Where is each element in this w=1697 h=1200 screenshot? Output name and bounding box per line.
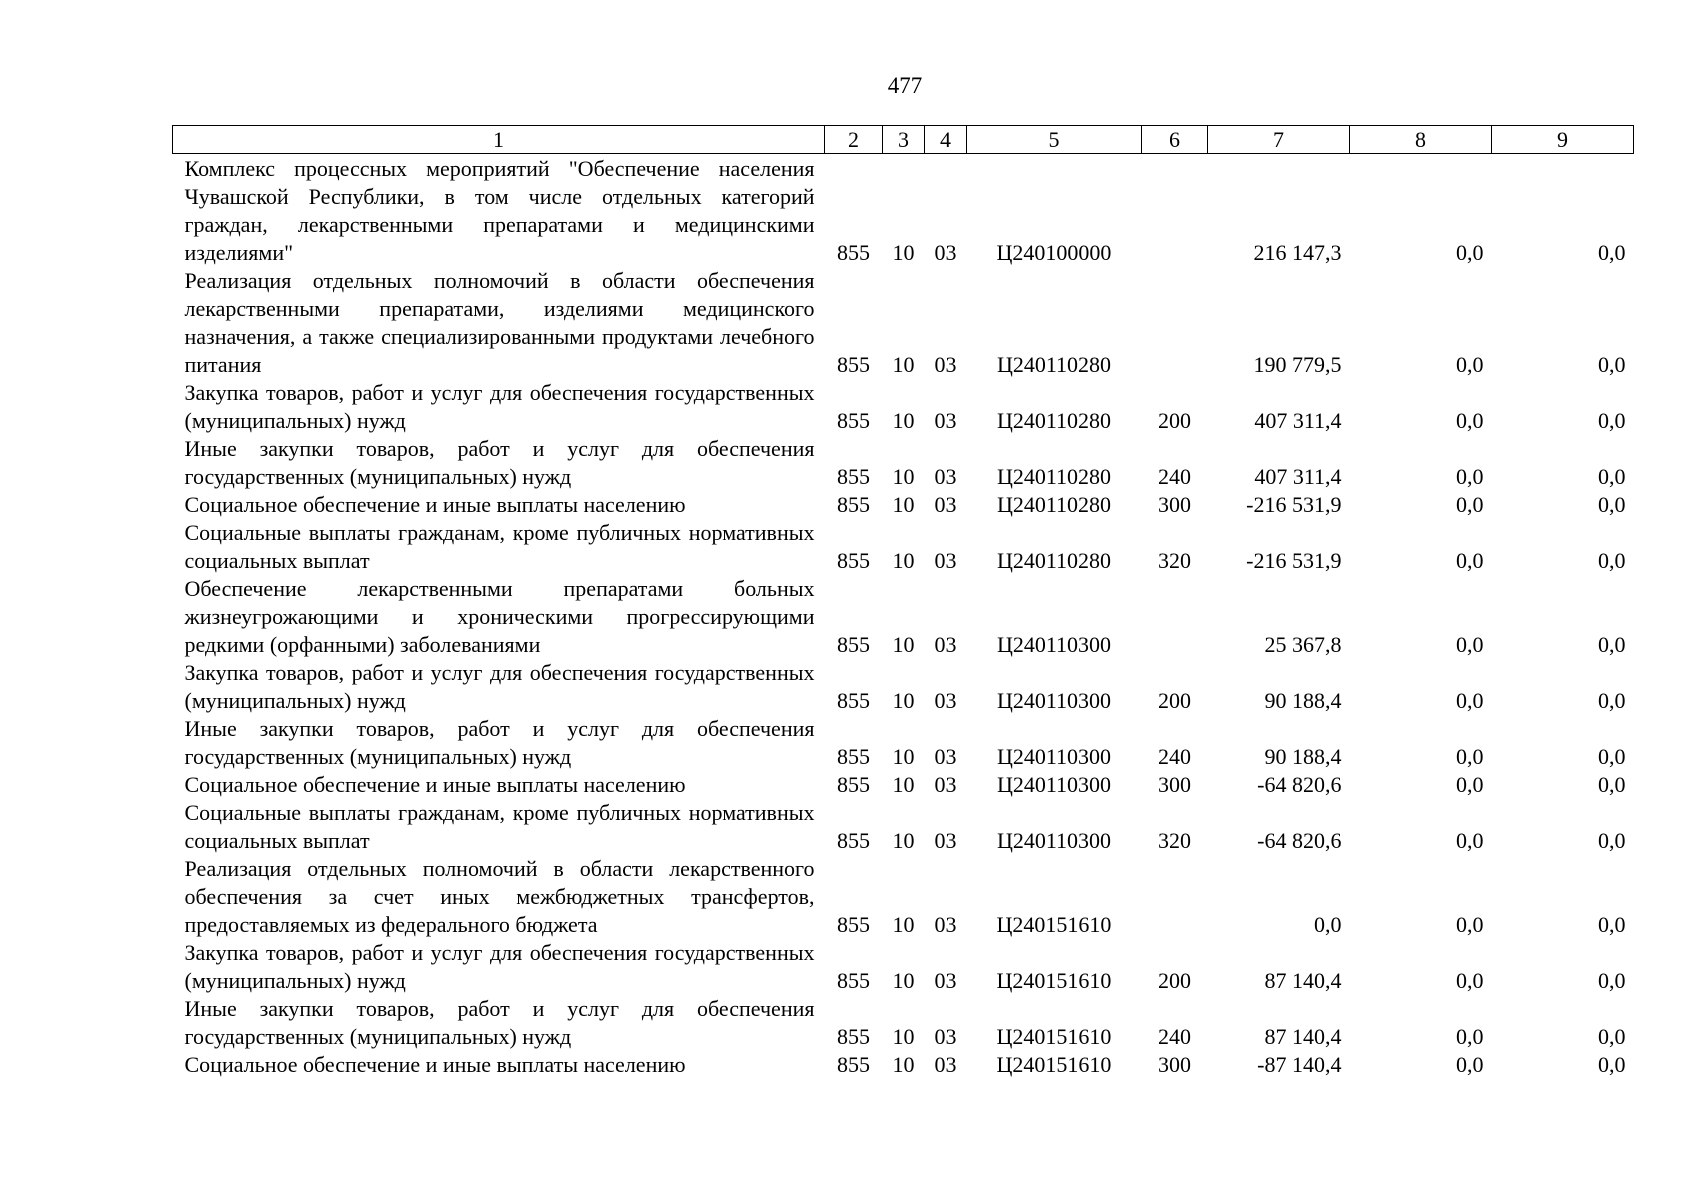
amount-col-8: 0,0 [1456, 968, 1484, 993]
amount-col-7: -64 820,6 [1257, 772, 1342, 797]
amount-col-9: 0,0 [1598, 968, 1626, 993]
amount-col-8: 0,0 [1456, 352, 1484, 377]
section-code: 10 [892, 828, 915, 853]
amount-col-8: 0,0 [1456, 912, 1484, 937]
ministry-code: 855 [837, 352, 870, 377]
item-name: Обеспечение лекарственными препаратами больных жизнеугрожающими и хроническими прогрессирующими редкими (орфанными) заболеваниями [184, 576, 815, 657]
amount-col-8: 0,0 [1456, 744, 1484, 769]
target-article-code: Ц240110280 [996, 492, 1112, 517]
target-article-code: Ц240110300 [996, 688, 1112, 713]
table-row [173, 435, 1634, 491]
section-code: 10 [892, 352, 915, 377]
target-article-code: Ц240110280 [996, 352, 1112, 377]
header-col-4: 4 [925, 126, 967, 154]
ministry-code: 855 [837, 912, 870, 937]
ministry-code: 855 [837, 828, 870, 853]
amount-col-8: 0,0 [1456, 1024, 1484, 1049]
amount-col-8: 0,0 [1456, 632, 1484, 657]
amount-col-9: 0,0 [1598, 1052, 1626, 1077]
ministry-code: 855 [837, 492, 870, 517]
target-article-code: Ц240110300 [996, 632, 1112, 657]
ministry-code: 855 [837, 1024, 870, 1049]
item-name: Закупка товаров, работ и услуг для обеспечения государственных (муниципальных) нужд [184, 660, 815, 713]
expense-type-code: 320 [1158, 548, 1191, 573]
subsection-code: 03 [934, 772, 957, 797]
amount-col-7: 0,0 [1314, 912, 1342, 937]
amount-col-8: 0,0 [1456, 548, 1484, 573]
target-article-code: Ц240110300 [996, 744, 1112, 769]
ministry-code: 855 [837, 1052, 870, 1077]
amount-col-9: 0,0 [1598, 828, 1626, 853]
amount-col-8: 0,0 [1456, 492, 1484, 517]
amount-col-8: 0,0 [1456, 240, 1484, 265]
subsection-code: 03 [934, 464, 957, 489]
subsection-code: 03 [934, 912, 957, 937]
table-row [173, 379, 1634, 435]
item-name: Реализация отдельных полномочий в области обеспечения лекарственными препаратами, изделиями медицинского назначения, а также специализированными продуктами лечебного питания [184, 268, 815, 377]
section-code: 10 [892, 408, 915, 433]
subsection-code: 03 [934, 352, 957, 377]
amount-col-8: 0,0 [1456, 1052, 1484, 1077]
amount-col-7: 25 367,8 [1264, 632, 1342, 657]
table-row [173, 939, 1634, 995]
expense-type-code [1142, 855, 1208, 939]
section-code: 10 [892, 968, 915, 993]
amount-col-9: 0,0 [1598, 408, 1626, 433]
item-name: Реализация отдельных полномочий в области лекарственного обеспечения за счет иных межбюджетных трансфертов, предоставляемых из федерального бюджета [184, 856, 815, 937]
item-name: Иные закупки товаров, работ и услуг для обеспечения государственных (муниципальных) нужд [184, 716, 815, 769]
item-name: Иные закупки товаров, работ и услуг для обеспечения государственных (муниципальных) нужд [184, 996, 815, 1049]
budget-table [172, 125, 1634, 1079]
subsection-code: 03 [934, 632, 957, 657]
table-row [173, 855, 1634, 939]
table-row [173, 715, 1634, 771]
table-row [173, 491, 1634, 519]
expense-type-code [1142, 267, 1208, 379]
table-row [173, 1051, 1634, 1079]
expense-type-code: 200 [1158, 968, 1191, 993]
section-code: 10 [892, 688, 915, 713]
item-name: Комплекс процессных мероприятий "Обеспечение населения Чувашской Республики, в том числе отдельных категорий граждан, лекарственными препаратами и медицинскими изделиями" [184, 156, 815, 265]
section-code: 10 [892, 492, 915, 517]
table-row [173, 267, 1634, 379]
amount-col-8: 0,0 [1456, 408, 1484, 433]
amount-col-7: 87 140,4 [1264, 1024, 1342, 1049]
target-article-code: Ц240151610 [996, 968, 1112, 993]
expense-type-code: 300 [1158, 492, 1191, 517]
header-col-7: 7 [1208, 126, 1350, 154]
amount-col-8: 0,0 [1456, 464, 1484, 489]
target-article-code: Ц240110300 [996, 772, 1112, 797]
item-name: Социальное обеспечение и иные выплаты населению [184, 492, 686, 517]
header-col-2: 2 [825, 126, 883, 154]
section-code: 10 [892, 632, 915, 657]
table-body [173, 154, 1634, 1080]
expense-type-code: 240 [1158, 464, 1191, 489]
amount-col-9: 0,0 [1598, 492, 1626, 517]
subsection-code: 03 [934, 744, 957, 769]
amount-col-7: -64 820,6 [1257, 828, 1342, 853]
section-code: 10 [892, 912, 915, 937]
page-number: 477 [887, 73, 923, 98]
ministry-code: 855 [837, 240, 870, 265]
target-article-code: Ц240100000 [996, 240, 1112, 265]
table-row [173, 154, 1634, 268]
target-article-code: Ц240110300 [996, 828, 1112, 853]
amount-col-9: 0,0 [1598, 1024, 1626, 1049]
table-header [173, 126, 1634, 154]
expense-type-code: 300 [1158, 772, 1191, 797]
ministry-code: 855 [837, 548, 870, 573]
expense-type-code: 240 [1158, 1024, 1191, 1049]
item-name: Социальные выплаты гражданам, кроме публичных нормативных социальных выплат [184, 520, 815, 573]
amount-col-7: -216 531,9 [1246, 492, 1342, 517]
section-code: 10 [892, 240, 915, 265]
expense-type-code: 300 [1158, 1052, 1191, 1077]
amount-col-9: 0,0 [1598, 772, 1626, 797]
target-article-code: Ц240151610 [996, 1024, 1112, 1049]
ministry-code: 855 [837, 464, 870, 489]
amount-col-7: 407 311,4 [1254, 464, 1342, 489]
section-code: 10 [892, 772, 915, 797]
ministry-code: 855 [837, 968, 870, 993]
subsection-code: 03 [934, 1052, 957, 1077]
header-col-5: 5 [967, 126, 1142, 154]
section-code: 10 [892, 1024, 915, 1049]
item-name: Закупка товаров, работ и услуг для обеспечения государственных (муниципальных) нужд [184, 940, 815, 993]
ministry-code: 855 [837, 744, 870, 769]
target-article-code: Ц240110280 [996, 464, 1112, 489]
amount-col-9: 0,0 [1598, 744, 1626, 769]
header-col-9: 9 [1492, 126, 1634, 154]
table-row [173, 995, 1634, 1051]
amount-col-9: 0,0 [1598, 688, 1626, 713]
amount-col-7: -216 531,9 [1246, 548, 1342, 573]
table-row [173, 659, 1634, 715]
item-name: Социальные выплаты гражданам, кроме публичных нормативных социальных выплат [184, 800, 815, 853]
item-name: Иные закупки товаров, работ и услуг для обеспечения государственных (муниципальных) нужд [184, 436, 815, 489]
section-code: 10 [892, 464, 915, 489]
amount-col-7: 216 147,3 [1253, 240, 1342, 265]
table-row [173, 519, 1634, 575]
amount-col-7: 87 140,4 [1264, 968, 1342, 993]
item-name: Закупка товаров, работ и услуг для обеспечения государственных (муниципальных) нужд [184, 380, 815, 433]
ministry-code: 855 [837, 408, 870, 433]
expense-type-code: 240 [1158, 744, 1191, 769]
amount-col-7: 407 311,4 [1254, 408, 1342, 433]
amount-col-9: 0,0 [1598, 240, 1626, 265]
subsection-code: 03 [934, 492, 957, 517]
expense-type-code [1142, 154, 1208, 268]
amount-col-7: 90 188,4 [1264, 744, 1342, 769]
subsection-code: 03 [934, 1024, 957, 1049]
subsection-code: 03 [934, 828, 957, 853]
amount-col-7: -87 140,4 [1257, 1052, 1342, 1077]
header-col-6: 6 [1142, 126, 1208, 154]
target-article-code: Ц240151610 [996, 912, 1112, 937]
header-row [173, 126, 1634, 154]
ministry-code: 855 [837, 772, 870, 797]
subsection-code: 03 [934, 240, 957, 265]
target-article-code: Ц240151610 [996, 1052, 1112, 1077]
section-code: 10 [892, 1052, 915, 1077]
subsection-code: 03 [934, 688, 957, 713]
header-col-1: 1 [173, 126, 825, 154]
amount-col-8: 0,0 [1456, 772, 1484, 797]
section-code: 10 [892, 744, 915, 769]
amount-col-9: 0,0 [1598, 632, 1626, 657]
table-row [173, 575, 1634, 659]
subsection-code: 03 [934, 968, 957, 993]
subsection-code: 03 [934, 548, 957, 573]
item-name: Социальное обеспечение и иные выплаты населению [184, 772, 686, 797]
item-name: Социальное обеспечение и иные выплаты населению [184, 1052, 686, 1077]
expense-type-code [1142, 575, 1208, 659]
amount-col-7: 90 188,4 [1264, 688, 1342, 713]
header-col-3: 3 [883, 126, 925, 154]
section-code: 10 [892, 548, 915, 573]
expense-type-code: 320 [1158, 828, 1191, 853]
table-row [173, 771, 1634, 799]
target-article-code: Ц240110280 [996, 548, 1112, 573]
ministry-code: 855 [837, 632, 870, 657]
amount-col-7: 190 779,5 [1253, 352, 1342, 377]
amount-col-9: 0,0 [1598, 352, 1626, 377]
amount-col-8: 0,0 [1456, 688, 1484, 713]
target-article-code: Ц240110280 [996, 408, 1112, 433]
expense-type-code: 200 [1158, 688, 1191, 713]
amount-col-9: 0,0 [1598, 912, 1626, 937]
table-row [173, 799, 1634, 855]
expense-type-code: 200 [1158, 408, 1191, 433]
header-col-8: 8 [1350, 126, 1492, 154]
amount-col-8: 0,0 [1456, 828, 1484, 853]
amount-col-9: 0,0 [1598, 464, 1626, 489]
ministry-code: 855 [837, 688, 870, 713]
amount-col-9: 0,0 [1598, 548, 1626, 573]
subsection-code: 03 [934, 408, 957, 433]
